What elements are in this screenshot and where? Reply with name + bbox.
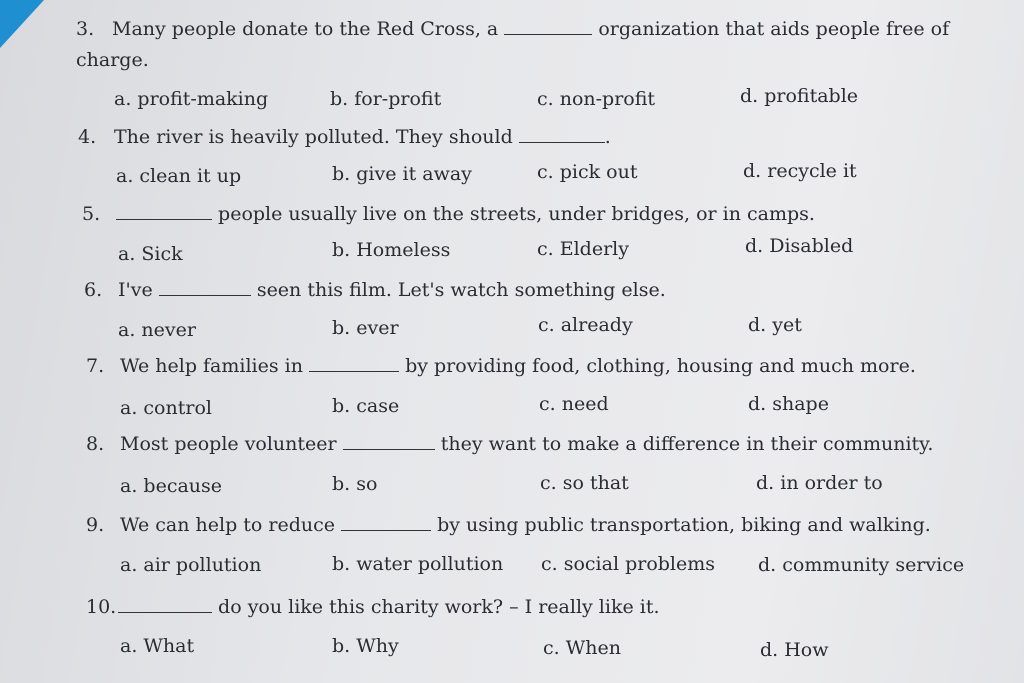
- option-d: d. How: [760, 639, 829, 661]
- question-number: 8.: [86, 433, 105, 455]
- answer-blank: [116, 201, 212, 220]
- option-c: c. When: [543, 637, 621, 659]
- question-number: 3.: [76, 18, 95, 40]
- option-a: a. air pollution: [120, 554, 262, 576]
- option-a: a. What: [120, 635, 195, 657]
- option-c: c. pick out: [537, 161, 638, 183]
- option-b: b. case: [332, 395, 400, 417]
- blue-corner-mark: [0, 0, 44, 48]
- option-d: d. profitable: [740, 85, 859, 107]
- answer-blank: [309, 353, 399, 372]
- option-a: a. because: [120, 475, 223, 497]
- option-a: a. control: [120, 397, 212, 419]
- question-text-before: Most people volunteer: [120, 433, 337, 455]
- option-a: a. clean it up: [116, 165, 242, 187]
- option-c: c. Elderly: [537, 238, 629, 260]
- question-number: 9.: [86, 514, 105, 536]
- question-3: [76, 16, 949, 41]
- option-b: b. water pollution: [332, 553, 504, 575]
- option-a: a. profit-making: [114, 88, 269, 110]
- question-text-after: do you like this charity work? – I really like it.: [218, 596, 660, 618]
- question-number: 7.: [86, 355, 105, 377]
- option-b: b. ever: [332, 317, 399, 339]
- question-5: [82, 201, 815, 226]
- option-b: b. for-profit: [330, 88, 442, 110]
- question-number: 5.: [82, 203, 101, 225]
- option-a: a. never: [118, 319, 196, 341]
- question-text-after: organization that aids people free of: [598, 18, 950, 40]
- question-text-after: seen this film. Let's watch something else.: [256, 279, 666, 301]
- question-text-before: I've: [118, 279, 153, 301]
- option-c: c. need: [539, 393, 609, 415]
- option-d: d. recycle it: [743, 160, 857, 182]
- answer-blank: [504, 16, 592, 35]
- question-text-after: by using public transportation, biking and walking.: [437, 514, 931, 536]
- option-b: b. Homeless: [332, 239, 451, 261]
- option-d: d. in order to: [756, 472, 883, 494]
- answer-blank: [343, 431, 435, 450]
- question-text-before: We can help to reduce: [120, 514, 335, 536]
- answer-blank: [341, 512, 431, 531]
- option-d: d. yet: [748, 314, 802, 336]
- question-7: [86, 353, 916, 378]
- question-number: 10.: [86, 596, 117, 618]
- question-number: 6.: [84, 279, 103, 301]
- option-c: c. so that: [540, 472, 629, 494]
- question-8: [86, 431, 933, 456]
- answer-blank: [118, 594, 212, 613]
- answer-blank: [159, 277, 251, 296]
- option-d: d. shape: [748, 393, 829, 415]
- question-6: [84, 277, 666, 302]
- option-d: d. Disabled: [745, 235, 854, 257]
- question-3-continuation: charge.: [76, 49, 149, 71]
- question-text-after: .: [604, 126, 611, 148]
- question-text-before: We help families in: [120, 355, 303, 377]
- option-a: a. Sick: [118, 243, 183, 265]
- question-text-after: they want to make a difference in their community.: [440, 433, 934, 455]
- option-b: b. Why: [332, 635, 399, 657]
- question-text-after: people usually live on the streets, under bridges, or in camps.: [218, 203, 815, 225]
- question-number: 4.: [78, 126, 97, 148]
- option-d: d. community service: [758, 554, 965, 576]
- option-b: b. so: [332, 473, 378, 495]
- option-b: b. give it away: [332, 163, 472, 185]
- question-4: [78, 124, 611, 149]
- question-text-before: The river is heavily polluted. They should: [114, 126, 513, 148]
- question-9: [86, 512, 931, 537]
- option-c: c. non-profit: [537, 88, 656, 110]
- question-10: [86, 594, 660, 619]
- question-text-before: Many people donate to the Red Cross, a: [112, 18, 499, 40]
- option-c: c. social problems: [541, 553, 716, 575]
- answer-blank: [519, 124, 605, 143]
- question-text-after: by providing food, clothing, housing and much more.: [405, 355, 916, 377]
- option-c: c. already: [538, 314, 633, 336]
